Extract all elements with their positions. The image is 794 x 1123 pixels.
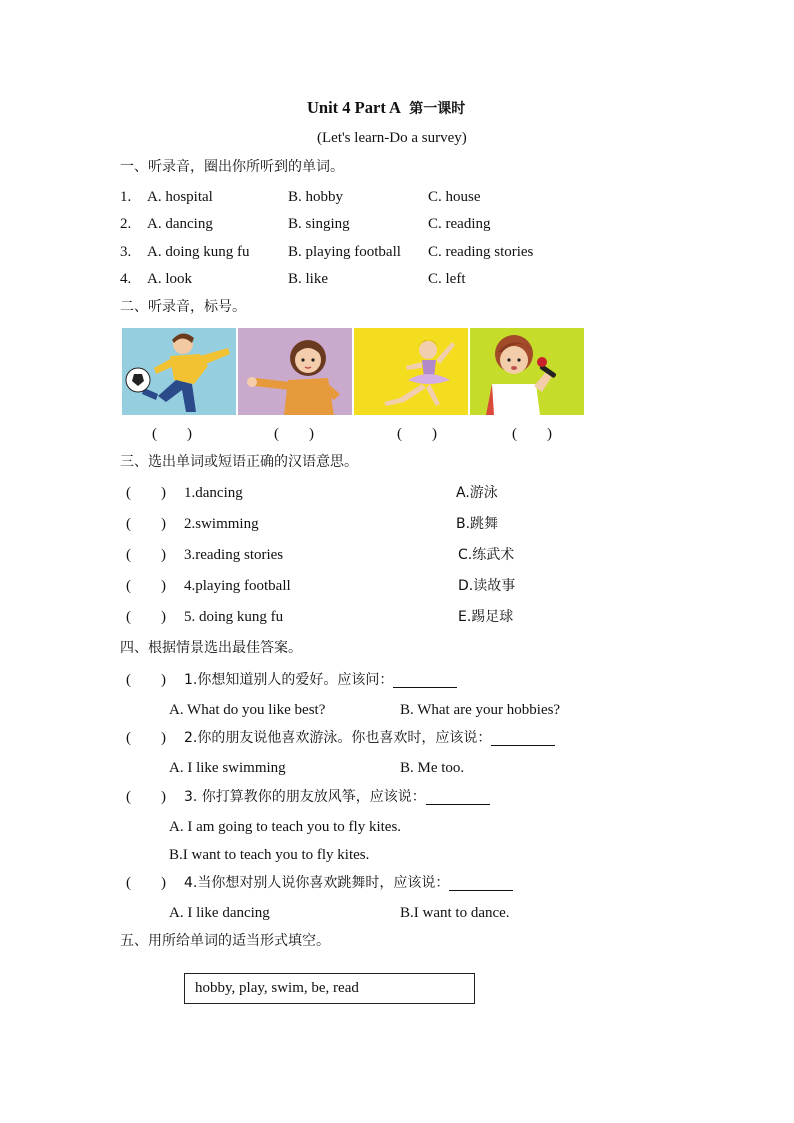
question-text: 2.你的朋友说他喜欢游泳。你也喜欢时，应该说：	[184, 730, 492, 746]
row-number: 1.	[120, 189, 132, 205]
row-number: 4.	[120, 271, 132, 287]
option-b: B. What are your hobbies?	[400, 702, 561, 718]
title-english: Unit 4 Part A	[307, 98, 401, 117]
answer-paren[interactable]: ( )	[126, 516, 166, 532]
row-number: 2.	[120, 216, 132, 232]
option-b: B. hobby	[288, 189, 344, 205]
option-c: C. reading stories	[428, 244, 534, 260]
chinese-option: A.游泳	[456, 485, 498, 501]
option-b: B.I want to dance.	[400, 905, 510, 921]
word-bank-box	[184, 973, 475, 1004]
english-word: 1.dancing	[184, 485, 243, 501]
boy-singing-icon	[470, 328, 584, 415]
section4-heading: 四、根据情景选出最佳答案。	[120, 640, 302, 656]
answer-paren[interactable]: ( )	[512, 426, 552, 442]
answer-paren[interactable]: ( )	[126, 875, 166, 891]
english-word: 2.swimming	[184, 516, 259, 532]
option-a: A. look	[147, 271, 192, 287]
option-c: C. left	[428, 271, 466, 287]
answer-paren[interactable]: ( )	[126, 789, 166, 805]
option-a: A. I like dancing	[169, 905, 270, 921]
answer-paren[interactable]: ( )	[152, 426, 192, 442]
section3-heading: 三、选出单词或短语正确的汉语意思。	[120, 454, 358, 470]
option-c: C. reading	[428, 216, 491, 232]
chinese-option: D.读故事	[458, 578, 516, 594]
answer-paren[interactable]: ( )	[274, 426, 314, 442]
option-a: A. I am going to teach you to fly kites.	[169, 819, 402, 835]
question-text: 4.当你想对别人说你喜欢跳舞时，应该说：	[184, 875, 450, 891]
page-title	[307, 100, 465, 117]
section1-heading: 一、听录音，圈出你所听到的单词。	[120, 159, 344, 175]
option-a: A. What do you like best?	[169, 702, 326, 718]
option-b: B. like	[288, 271, 328, 287]
question-text: 3. 你打算教你的朋友放风筝，应该说：	[184, 789, 426, 805]
option-b: B.I want to teach you to fly kites.	[169, 847, 370, 863]
word-bank-text: hobby, play, swim, be, read	[195, 980, 359, 996]
boy-playing-football-icon	[122, 328, 236, 415]
answer-blank[interactable]	[393, 673, 457, 688]
option-b: B. playing football	[288, 244, 401, 260]
answer-paren[interactable]: ( )	[126, 485, 166, 501]
option-a: A. dancing	[147, 216, 213, 232]
page-subtitle: (Let's learn-Do a survey)	[317, 130, 467, 146]
answer-paren[interactable]: ( )	[126, 578, 166, 594]
row-number: 3.	[120, 244, 132, 260]
chinese-option: B.跳舞	[456, 516, 499, 532]
answer-blank[interactable]	[426, 790, 490, 805]
girl-dancing-icon	[354, 328, 468, 415]
question-text: 1.你想知道别人的爱好。应该问：	[184, 672, 394, 688]
girl-doing-kung-fu-icon	[238, 328, 352, 415]
english-word: 3.reading stories	[184, 547, 284, 563]
option-c: C. house	[428, 189, 481, 205]
title-chinese: 第一课时	[409, 101, 466, 117]
option-b: B. Me too.	[400, 760, 465, 776]
answer-paren[interactable]: ( )	[126, 547, 166, 563]
chinese-option: C.练武术	[458, 547, 515, 563]
answer-paren[interactable]: ( )	[126, 609, 166, 625]
option-a: A. I like swimming	[169, 760, 286, 776]
section2-heading: 二、听录音，标号。	[120, 299, 246, 315]
answer-paren[interactable]: ( )	[397, 426, 437, 442]
answer-paren[interactable]: ( )	[126, 730, 166, 746]
option-b: B. singing	[288, 216, 350, 232]
option-a: A. hospital	[147, 189, 213, 205]
answer-blank[interactable]	[491, 731, 555, 746]
english-word: 4.playing football	[184, 578, 291, 594]
english-word: 5. doing kung fu	[184, 609, 284, 625]
chinese-option: E.踢足球	[458, 609, 514, 625]
answer-paren[interactable]: ( )	[126, 672, 166, 688]
section5-heading: 五、用所给单词的适当形式填空。	[120, 933, 330, 949]
answer-blank[interactable]	[449, 876, 513, 891]
option-a: A. doing kung fu	[147, 244, 250, 260]
